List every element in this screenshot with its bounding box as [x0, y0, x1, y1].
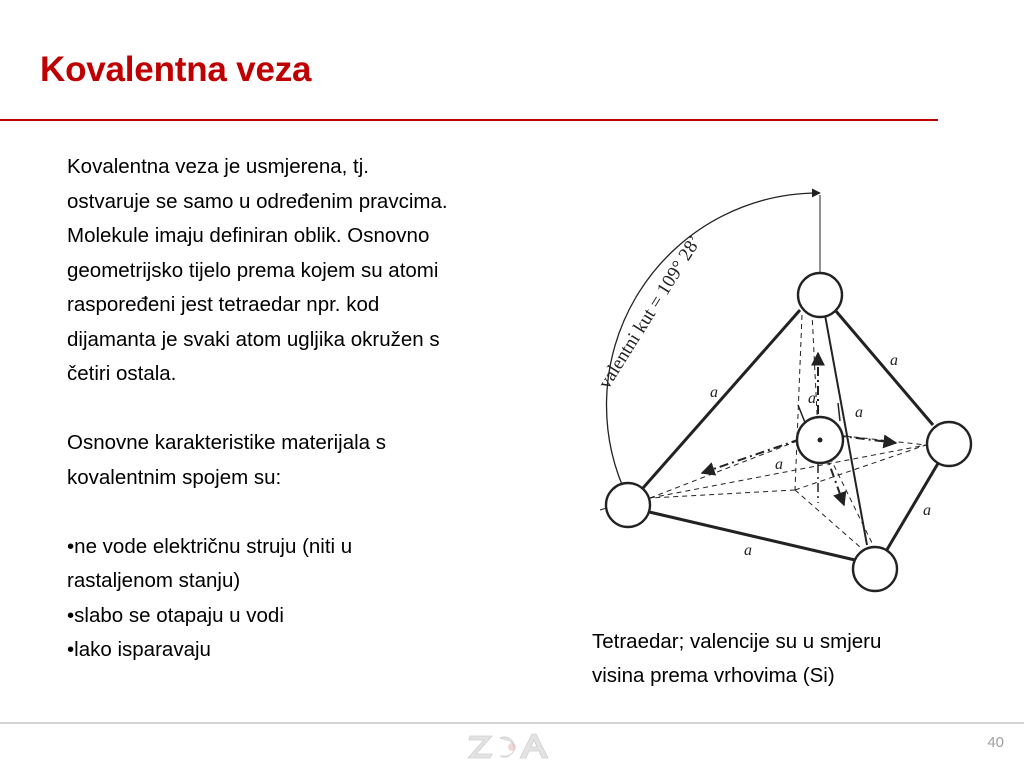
edge-label: a	[923, 502, 931, 519]
paragraph-line: geometrijsko tijelo prema kojem su atomi	[67, 258, 439, 282]
edge-label: a	[855, 404, 863, 421]
caption-line: Tetraedar; valencije su u smjeru	[592, 630, 882, 653]
bullet-item: •ne vode električnu struju (niti u	[67, 534, 353, 558]
caption-line: visina prema vrhovima (Si)	[592, 664, 835, 687]
zsa-logo	[466, 732, 558, 760]
angle-label: valentni kut = 109° 28’	[594, 231, 706, 393]
bullet-item: rastaljenom stanju)	[67, 569, 241, 592]
edge-label: a	[775, 456, 783, 473]
paragraph-line: Kovalentna veza je usmjerena, tj.	[67, 155, 369, 178]
edge-top-right	[835, 310, 933, 425]
spacer	[67, 495, 567, 530]
atom-bottom	[853, 547, 897, 591]
paragraph-line: Molekule imaju definiran oblik. Osnovno	[67, 224, 430, 247]
edge-label: a	[710, 384, 718, 401]
characteristics-intro-line: Osnovne karakteristike materijala s	[67, 431, 387, 454]
bullet-item: •slabo se otapaju u vodi	[67, 603, 284, 627]
paragraph-line: četiri ostala.	[67, 362, 177, 385]
edge-label: a	[890, 352, 898, 369]
body-text	[67, 150, 567, 668]
edge-label: a	[744, 542, 752, 559]
footer-divider	[0, 722, 1024, 724]
page-number: 40	[987, 734, 1004, 751]
bullet-item: •lako isparavaju	[67, 638, 211, 661]
atom-left	[606, 483, 650, 527]
center-tick-3	[838, 403, 840, 421]
paragraph-line: ostvaruje se samo u određenim pravcima.	[67, 189, 448, 213]
paragraph-line: dijamanta je svaki atom ugljika okružen s	[67, 327, 440, 351]
tetrahedron-svg	[590, 185, 990, 605]
title-divider	[0, 119, 938, 121]
edge-label: a	[808, 390, 816, 407]
paragraph-line: raspoređeni jest tetraedar npr. kod	[67, 293, 380, 316]
slide-title: Kovalentna veza	[40, 50, 312, 89]
inner-line-5	[795, 315, 802, 490]
edge-left-right-hidden	[650, 445, 926, 498]
atom-top	[798, 273, 842, 317]
inner-line-1	[650, 433, 818, 498]
edge-right-bottom	[885, 460, 940, 553]
atom-right	[927, 422, 971, 466]
spacer	[67, 392, 567, 427]
characteristics-intro-line: kovalentnim spojem su:	[67, 465, 282, 489]
atom-center-dot	[818, 438, 823, 443]
tetrahedron-diagram	[590, 185, 990, 605]
figure-caption	[592, 625, 992, 693]
